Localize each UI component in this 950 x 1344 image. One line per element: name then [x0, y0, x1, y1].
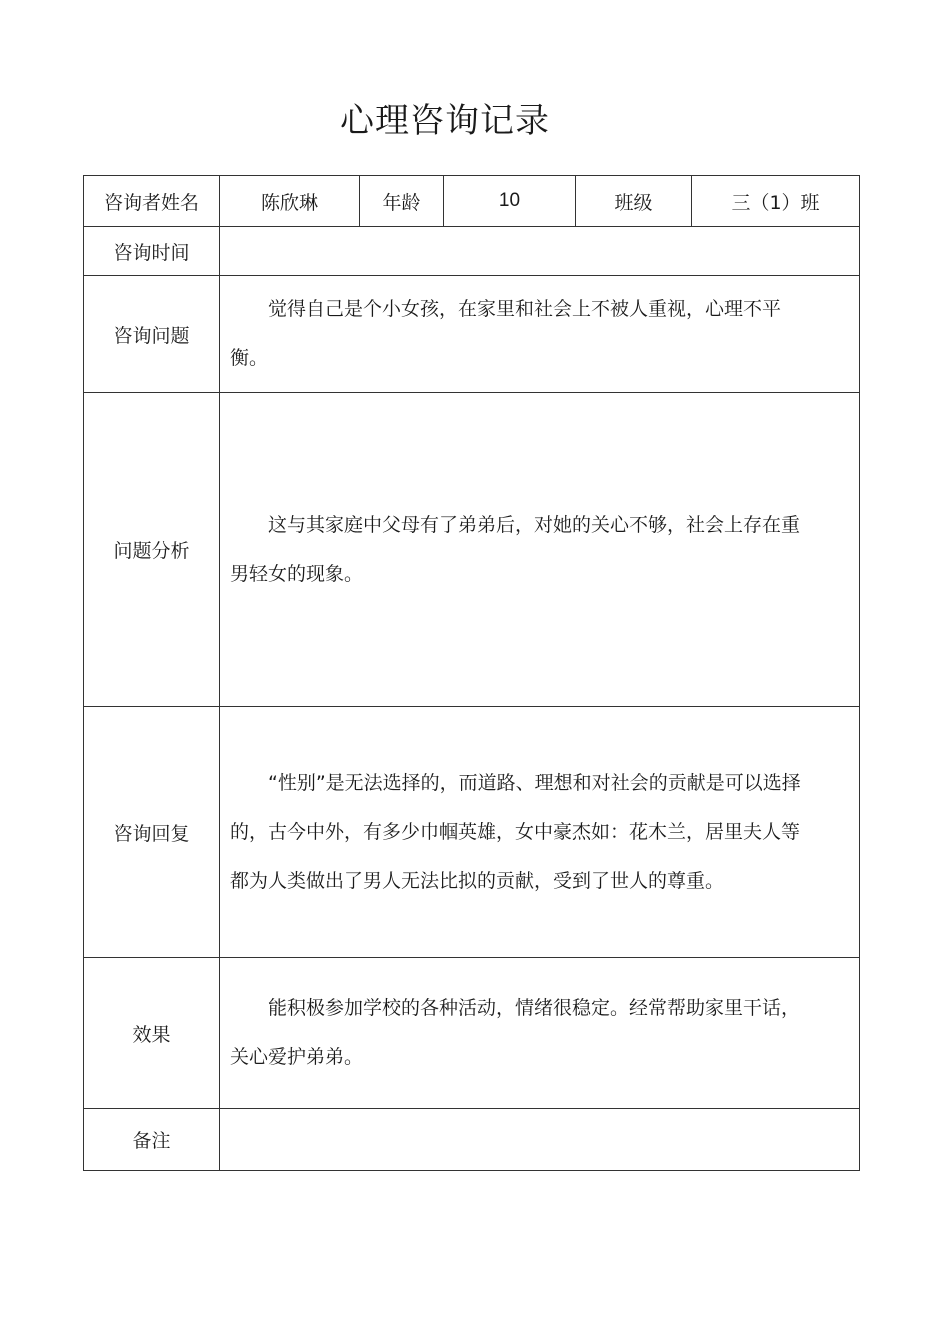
header-row [84, 176, 860, 227]
notes-label: 备注 [84, 1109, 220, 1171]
age-label: 年龄 [360, 176, 444, 227]
class-label: 班级 [576, 176, 692, 227]
notes-row [84, 1109, 860, 1171]
consultation-record-table [83, 175, 860, 1171]
class-value: 三（1）班 [692, 176, 860, 227]
issue-text: 觉得自己是个小女孩，在家里和社会上不被人重视，心理不平衡。 [220, 276, 860, 393]
page-title: 心理咨询记录 [340, 101, 550, 141]
name-value: 陈欣琳 [220, 176, 360, 227]
name-label: 咨询者姓名 [84, 176, 220, 227]
analysis-label: 问题分析 [84, 393, 220, 707]
effect-label: 效果 [84, 958, 220, 1109]
reply-label: 咨询回复 [84, 707, 220, 958]
notes-value [220, 1109, 860, 1171]
analysis-text: 这与其家庭中父母有了弟弟后，对她的关心不够，社会上存在重男轻女的现象。 [220, 393, 860, 707]
time-label: 咨询时间 [84, 227, 220, 276]
effect-text: 能积极参加学校的各种活动，情绪很稳定。经常帮助家里干话，关心爱护弟弟。 [220, 958, 860, 1109]
time-row [84, 227, 860, 276]
age-value: 10 [444, 176, 576, 227]
effect-row [84, 958, 860, 1109]
issue-row [84, 276, 860, 393]
issue-label: 咨询问题 [84, 276, 220, 393]
reply-row [84, 707, 860, 958]
analysis-row [84, 393, 860, 707]
time-value [220, 227, 860, 276]
reply-text: “性别”是无法选择的，而道路、理想和对社会的贡献是可以选择的，古今中外，有多少巾帼英雄，女中豪杰如：花木兰，居里夫人等都为人类做出了男人无法比拟的贡献，受到了世人的尊重。 [220, 707, 860, 958]
